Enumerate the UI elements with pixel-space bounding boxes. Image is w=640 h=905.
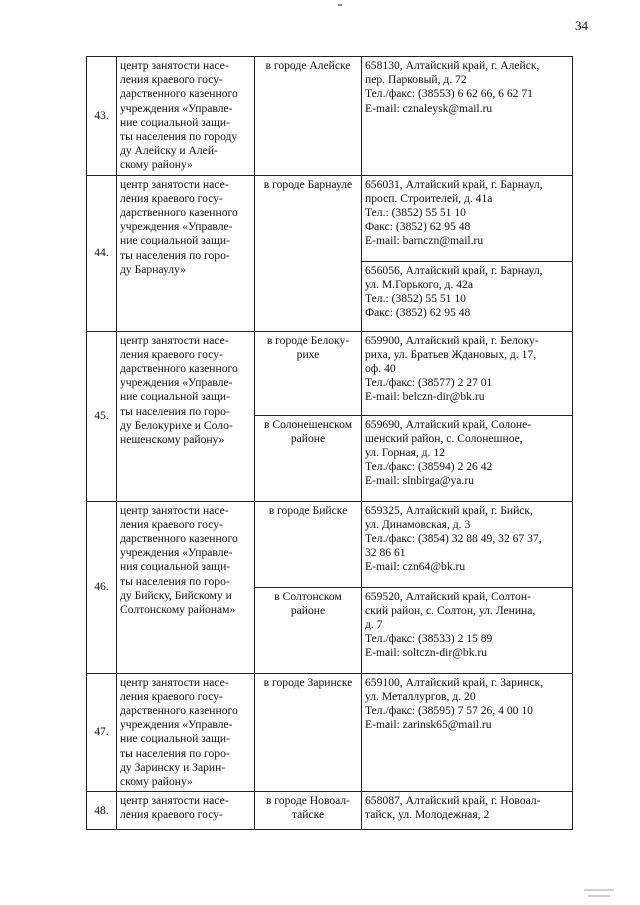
text-line: Тел./факс: (38553) 6 62 66, 6 62 71 — [365, 87, 533, 101]
text-line: Тел./факс: (38594) 2 26 42 — [365, 460, 493, 474]
text-line: 656031, Алтайский край, г. Барнаул, — [365, 177, 543, 191]
text-line: нешенскому району» — [120, 433, 225, 447]
contact-details — [362, 261, 573, 331]
text-line: ления краевого госу- — [120, 808, 223, 822]
text-line: дарственного казенного — [120, 362, 238, 376]
text-line: ние социальной защи- — [120, 390, 230, 404]
scan-edge-mark — [584, 889, 614, 891]
text-line: учреждения «Управле- — [120, 220, 233, 234]
text-line: E-mail: belczn-dir@bk.ru — [365, 390, 485, 404]
text-line: ние социальной защи- — [120, 732, 230, 746]
row-number: 45. — [87, 331, 117, 501]
contact-details — [362, 792, 573, 830]
text-line: рихе — [296, 347, 320, 361]
text-line: Тел./факс: (3854) 32 88 49, 32 67 37, — [365, 532, 542, 546]
text-line: ние социальной защи- — [120, 115, 230, 129]
text-line: 659520, Алтайский край, Солтон- — [365, 589, 531, 603]
location — [255, 501, 362, 587]
contact-details — [362, 331, 573, 415]
text-line: скому району» — [120, 158, 193, 172]
text-line: ления краевого госу- — [120, 191, 223, 205]
text-line: Солтонскому районам» — [120, 603, 236, 617]
text-line: Тел./факс: (38533) 2 15 89 — [365, 632, 493, 646]
table-row — [87, 673, 573, 792]
text-line: Факс: (3852) 62 95 48 — [365, 220, 471, 234]
organization-name — [117, 57, 255, 176]
text-line: учреждения «Управле- — [120, 718, 233, 732]
text-line: ул. Металлургов, д. 20 — [365, 689, 476, 703]
organization-name — [117, 175, 255, 331]
location — [255, 792, 362, 830]
text-line: 659325, Алтайский край, г. Бийск, — [365, 503, 533, 517]
table-row — [87, 57, 573, 176]
text-line: E-mail: slnbirga@ya.ru — [365, 474, 474, 488]
text-line: 659690, Алтайский край, Солоне- — [365, 417, 532, 431]
row-number: 48. — [87, 792, 117, 830]
text-line: дарственного казенного — [120, 87, 238, 101]
text-line: в городе Алейске — [265, 59, 351, 72]
location — [255, 415, 362, 501]
text-line: учреждения «Управле- — [120, 376, 233, 390]
text-line: E-mail: czn64@bk.ru — [365, 560, 466, 574]
text-line: центр занятости насе- — [120, 675, 229, 689]
text-line: просп. Строителей, д. 41а — [365, 191, 493, 205]
text-line: Тел./факс: (38577) 2 27 01 — [365, 376, 493, 390]
text-line: дарственного казенного — [120, 206, 238, 220]
text-line: 659900, Алтайский край, г. Белоку- — [365, 333, 539, 347]
text-line: ления краевого госу- — [120, 347, 223, 361]
text-line: учреждения «Управле- — [120, 101, 233, 115]
text-line: 659100, Алтайский край, г. Заринск, — [365, 675, 544, 689]
contact-details — [362, 501, 573, 587]
text-line: ления краевого госу- — [120, 517, 223, 531]
text-line: центр занятости насе- — [120, 59, 229, 72]
text-line: в Солтонском — [274, 589, 342, 603]
text-line: центр занятости насе- — [120, 503, 229, 517]
text-line: в Солонешенском — [263, 417, 353, 431]
text-line: Факс: (3852) 62 95 48 — [365, 306, 471, 320]
scan-edge-mark — [588, 895, 610, 897]
text-line: дарственного казенного — [120, 704, 238, 718]
text-line: Тел./факс: (38595) 7 57 26, 4 00 10 — [365, 704, 533, 718]
text-line: в городе Новоал- — [265, 794, 351, 808]
contact-details — [362, 587, 573, 673]
text-line: E-mail: soltczn-dir@bk.ru — [365, 646, 488, 660]
text-line: ский район, с. Солтон, ул. Ленина, — [365, 603, 536, 617]
text-line: ты населения по горо- — [120, 248, 230, 262]
text-line: оф. 40 — [365, 362, 396, 376]
text-line: в городе Заринске — [263, 675, 353, 689]
text-line: учреждения «Управле- — [120, 546, 233, 560]
text-line: в городе Бийске — [268, 503, 348, 517]
text-line: ду Заринску и Зарин- — [120, 760, 226, 774]
text-line: в городе Барнауле — [263, 177, 353, 191]
text-line: ния социальной защи- — [120, 560, 231, 574]
text-line: дарственного казенного — [120, 532, 238, 546]
location — [255, 57, 362, 176]
scan-speck — [338, 4, 342, 6]
location — [255, 587, 362, 673]
table-row — [87, 792, 573, 830]
row-number: 44. — [87, 175, 117, 331]
text-line: центр занятости насе- — [120, 177, 229, 191]
table-row — [87, 331, 573, 415]
text-line: ду Бийску, Бийскому и — [120, 588, 232, 602]
text-line: Тел.: (3852) 55 51 10 — [365, 206, 466, 220]
contact-details — [362, 57, 573, 176]
row-number: 47. — [87, 673, 117, 792]
text-line: шенский район, с. Солонешное, — [365, 431, 523, 445]
text-line: ления краевого госу- — [120, 73, 223, 87]
location — [255, 331, 362, 415]
organization-name — [117, 792, 255, 830]
text-line: в городе Белоку- — [266, 333, 350, 347]
contact-details — [362, 673, 573, 792]
text-line: 656056, Алтайский край, г. Барнаул, — [365, 263, 543, 277]
text-line: 658087, Алтайский край, г. Новоал- — [365, 794, 541, 808]
page-number: 34 — [575, 18, 588, 33]
row-number: 43. — [87, 57, 117, 176]
text-line: ления краевого госу- — [120, 689, 223, 703]
text-line: E-mail: barnczn@mail.ru — [365, 234, 484, 248]
text-line: ду Алейску и Алей- — [120, 144, 218, 158]
text-line: тайск, ул. Молодежная, 2 — [365, 808, 490, 822]
text-line: E-mail: cznaleysk@mail.ru — [365, 101, 493, 115]
location — [255, 673, 362, 792]
table-row — [87, 175, 573, 261]
text-line: д. 7 — [365, 618, 383, 632]
organization-name — [117, 501, 255, 673]
text-line: ду Белокурихе и Соло- — [120, 418, 233, 432]
employment-centers-table — [86, 56, 573, 830]
organization-name — [117, 331, 255, 501]
text-line: ул. Динамовская, д. 3 — [365, 517, 471, 531]
text-line: ты населения по горо- — [120, 746, 230, 760]
text-line: районе — [290, 431, 326, 445]
text-line: Тел.: (3852) 55 51 10 — [365, 292, 466, 306]
contact-details — [362, 415, 573, 501]
text-line: 32 86 61 — [365, 546, 406, 560]
text-line: пер. Парковый, д. 72 — [365, 73, 467, 87]
text-line: центр занятости насе- — [120, 794, 229, 808]
text-line: скому району» — [120, 775, 193, 789]
text-line: тайске — [291, 808, 325, 822]
text-line: центр занятости насе- — [120, 333, 229, 347]
table-row — [87, 501, 573, 587]
text-line: ул. Горная, д. 12 — [365, 446, 445, 460]
text-line: ул. М.Горького, д. 42а — [365, 277, 473, 291]
text-line: ты населения по горо- — [120, 404, 230, 418]
text-line: ду Барнаулу» — [120, 262, 186, 276]
text-line: ние социальной защи- — [120, 234, 230, 248]
location — [255, 175, 362, 331]
contact-details — [362, 175, 573, 261]
text-line: E-mail: zarinsk65@mail.ru — [365, 718, 492, 732]
organization-name — [117, 673, 255, 792]
text-line: 658130, Алтайский край, г. Алейск, — [365, 59, 540, 72]
text-line: риха, ул. Братьев Ждановых, д. 17, — [365, 347, 537, 361]
text-line: районе — [290, 603, 326, 617]
row-number: 46. — [87, 501, 117, 673]
text-line: ты населения по городу — [120, 130, 238, 144]
text-line: ты населения по горо- — [120, 574, 230, 588]
